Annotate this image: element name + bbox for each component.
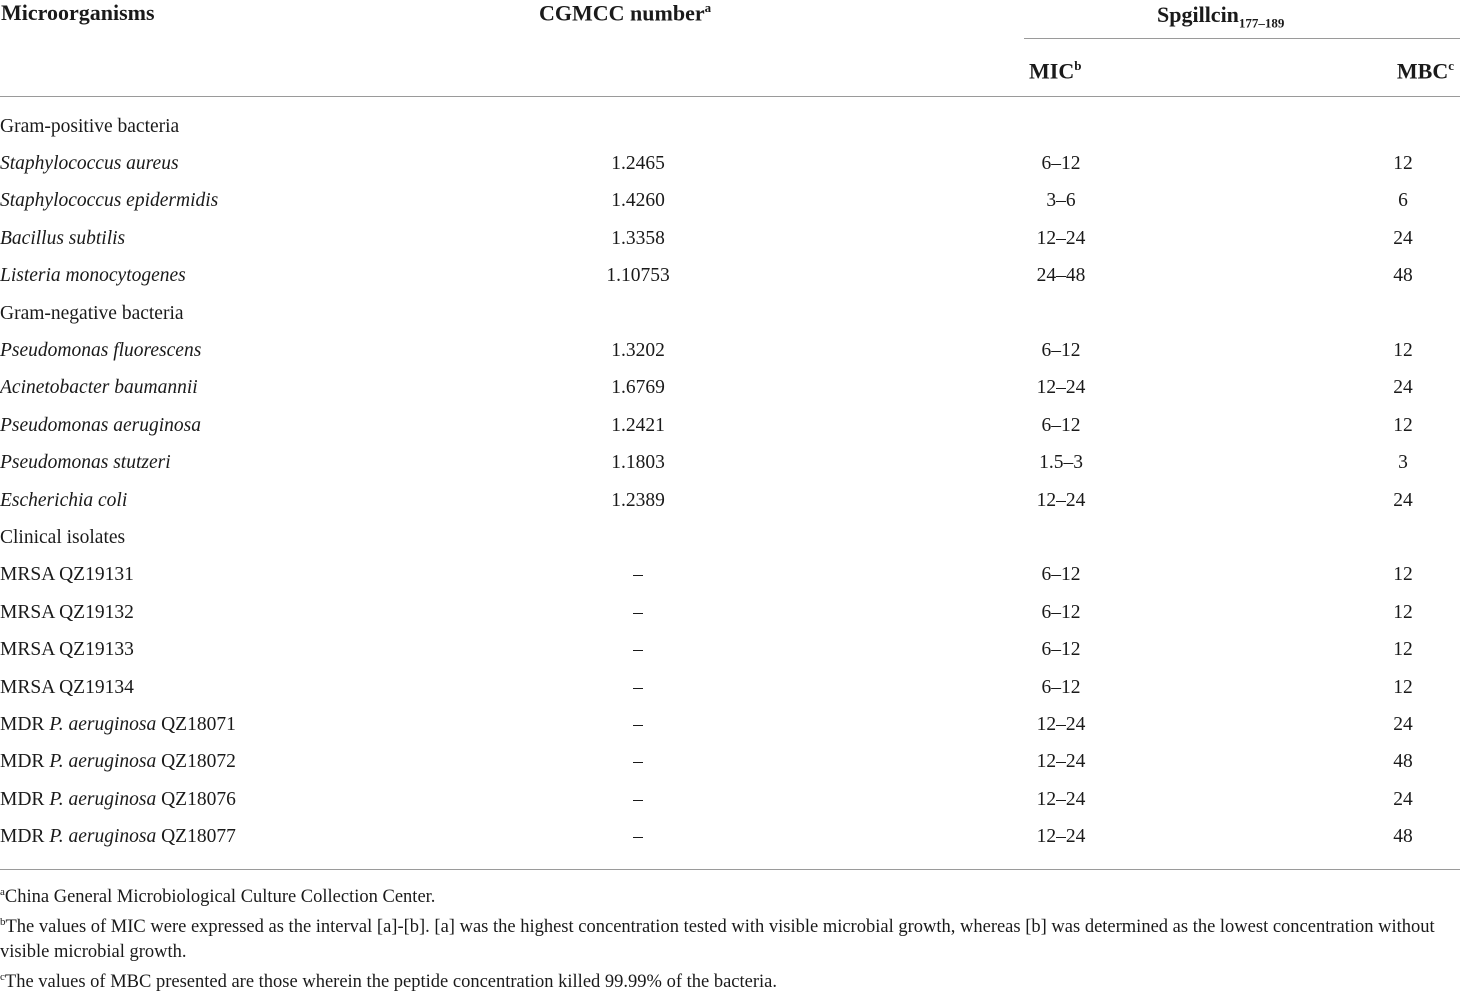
mic-cell: 6–12 [1041, 340, 1081, 362]
cgmcc-cell: 1.3202 [611, 340, 665, 362]
header-spgillcin [1157, 2, 1284, 31]
footnote-mark: c [0, 971, 5, 984]
cgmcc-cell: 1.2421 [611, 414, 665, 436]
microorganism-cell [0, 482, 500, 519]
cgmcc-cell: – [633, 713, 643, 735]
header-spgillcin-sub: 177–189 [1238, 15, 1285, 31]
table-row [0, 669, 1460, 706]
microorganism-cell [0, 445, 500, 482]
microorganism-cell [0, 145, 500, 182]
mic-cell: 12–24 [1036, 788, 1086, 810]
header-cgmcc-label: CGMCC number [539, 0, 705, 26]
header-mic [1029, 58, 1081, 84]
table-bottom-rule [0, 869, 1460, 870]
species-name: Escherichia coli [0, 489, 128, 511]
species-name: Listeria monocytogenes [0, 265, 186, 287]
cgmcc-cell: – [633, 788, 643, 810]
isolate-prefix: MRSA QZ19131 [0, 564, 134, 586]
species-name: Pseudomonas stutzeri [0, 452, 171, 474]
microorganism-cell [0, 557, 500, 594]
microorganism-cell [0, 744, 500, 781]
cgmcc-cell: 1.1803 [611, 452, 665, 474]
mic-cell: 12–24 [1036, 751, 1086, 773]
mbc-cell: 6 [1398, 190, 1408, 212]
mbc-cell: 3 [1398, 452, 1408, 474]
mbc-cell: 12 [1393, 676, 1413, 698]
cgmcc-cell: 1.4260 [611, 190, 665, 212]
mic-cell: 6–12 [1041, 153, 1081, 175]
group-name: Gram-negative bacteria [0, 302, 184, 324]
table-row [0, 594, 1460, 631]
mic-cell: 12–24 [1036, 227, 1086, 249]
footnote-text: The values of MIC were expressed as the interval [a]-[b]. [a] was the highest concentration tested with visible microbial growth, whereas [b] was determined as the lowest concentration without visible microbial growth. [0, 917, 1435, 963]
table-row [0, 781, 1460, 818]
table-row [0, 482, 1460, 519]
microorganism-cell [0, 631, 500, 668]
mic-cell: 24–48 [1036, 265, 1086, 287]
group-row [0, 295, 1460, 332]
header-microorganisms [1, 0, 155, 26]
mic-cell: 6–12 [1041, 601, 1081, 623]
group-row [0, 108, 1460, 145]
mic-cell: 6–12 [1041, 564, 1081, 586]
mbc-cell: 24 [1393, 489, 1413, 511]
isolate-species: P. aeruginosa [49, 713, 157, 735]
mbc-cell: 24 [1393, 713, 1413, 735]
mic-cell [776, 108, 1346, 145]
header-cgmcc-sup: a [704, 0, 712, 15]
mbc-cell: 24 [1393, 377, 1413, 399]
microorganism-cell [0, 407, 500, 444]
mbc-cell: 12 [1393, 639, 1413, 661]
group-label [0, 108, 500, 145]
isolate-id: QZ18077 [156, 826, 236, 848]
table-row [0, 706, 1460, 743]
cgmcc-cell: – [633, 601, 643, 623]
table-row [0, 370, 1460, 407]
header-cgmcc [539, 0, 711, 26]
cgmcc-cell [500, 108, 776, 145]
mbc-cell: 48 [1393, 265, 1413, 287]
mbc-cell: 12 [1393, 564, 1413, 586]
table-row [0, 183, 1460, 220]
header-mbc [1397, 58, 1454, 84]
mic-cell: 12–24 [1036, 713, 1086, 735]
table-row [0, 332, 1460, 369]
mbc-cell: 24 [1393, 788, 1413, 810]
cgmcc-cell: 1.10753 [606, 265, 670, 287]
spgillcin-underline [1024, 38, 1460, 39]
mic-cell: 6–12 [1041, 639, 1081, 661]
isolate-prefix: MRSA QZ19134 [0, 676, 134, 698]
group-row [0, 519, 1460, 556]
isolate-species: P. aeruginosa [49, 788, 157, 810]
header-mbc-sup: c [1448, 58, 1454, 73]
species-name: Bacillus subtilis [0, 227, 126, 249]
table-row [0, 557, 1460, 594]
results-table-body [0, 108, 1460, 856]
group-name: Gram-positive bacteria [0, 115, 180, 137]
microorganism-cell [0, 781, 500, 818]
mic-cell [776, 295, 1346, 332]
cgmcc-cell: – [633, 639, 643, 661]
mic-cell: 12–24 [1036, 489, 1086, 511]
mbc-cell [1346, 108, 1460, 145]
group-label [0, 519, 500, 556]
footnote-c [0, 965, 1460, 995]
footnotes [0, 880, 1460, 995]
microorganism-cell [0, 220, 500, 257]
table-row [0, 631, 1460, 668]
cgmcc-cell: 1.3358 [611, 227, 665, 249]
mic-cell [776, 519, 1346, 556]
cgmcc-cell [500, 295, 776, 332]
table-row [0, 744, 1460, 781]
results-table [0, 108, 1460, 856]
footnote-mark: b [0, 916, 6, 929]
mbc-cell: 24 [1393, 227, 1413, 249]
isolate-prefix: MDR [0, 826, 50, 848]
microorganism-cell [0, 370, 500, 407]
header-microorganisms-label: Microorganisms [1, 0, 155, 25]
group-label [0, 295, 500, 332]
table-row [0, 258, 1460, 295]
cgmcc-cell: 1.2465 [611, 153, 665, 175]
cgmcc-cell: – [633, 564, 643, 586]
table-row [0, 445, 1460, 482]
microorganism-cell [0, 332, 500, 369]
species-name: Pseudomonas aeruginosa [0, 414, 201, 436]
species-name: Staphylococcus epidermidis [0, 190, 219, 212]
isolate-prefix: MRSA QZ19132 [0, 601, 134, 623]
mbc-cell: 48 [1393, 826, 1413, 848]
cgmcc-cell: – [633, 676, 643, 698]
table-row [0, 818, 1460, 855]
microorganism-cell [0, 706, 500, 743]
header-mic-label: MIC [1029, 58, 1075, 84]
microorganism-cell [0, 594, 500, 631]
microorganism-cell [0, 183, 500, 220]
mbc-cell [1346, 295, 1460, 332]
isolate-prefix: MDR [0, 788, 50, 810]
microorganism-cell [0, 818, 500, 855]
mbc-cell [1346, 519, 1460, 556]
group-name: Clinical isolates [0, 526, 126, 548]
footnote-a [0, 880, 1460, 910]
mic-cell: 1.5–3 [1039, 452, 1083, 474]
table-row [0, 220, 1460, 257]
cgmcc-cell: – [633, 751, 643, 773]
isolate-prefix: MRSA QZ19133 [0, 639, 134, 661]
isolate-id: QZ18076 [156, 788, 236, 810]
microorganism-cell [0, 669, 500, 706]
footnote-mark: a [0, 886, 5, 898]
mbc-cell: 12 [1393, 340, 1413, 362]
mic-cell: 12–24 [1036, 377, 1086, 399]
table-row [0, 407, 1460, 444]
isolate-species: P. aeruginosa [49, 826, 157, 848]
species-name: Pseudomonas fluorescens [0, 340, 202, 362]
cgmcc-cell [500, 519, 776, 556]
mic-cell: 12–24 [1036, 826, 1086, 848]
isolate-id: QZ18071 [156, 713, 236, 735]
footnote-text: China General Microbiological Culture Collection Center. [4, 887, 436, 908]
header-mbc-label: MBC [1396, 58, 1449, 84]
isolate-prefix: MDR [0, 713, 50, 735]
cgmcc-cell: – [633, 826, 643, 848]
header-spgillcin-label: Spgillcin [1157, 2, 1239, 27]
cgmcc-cell: 1.6769 [611, 377, 665, 399]
mbc-cell: 12 [1393, 414, 1413, 436]
isolate-species: P. aeruginosa [49, 751, 157, 773]
species-name: Staphylococcus aureus [0, 153, 179, 175]
mic-cell: 6–12 [1041, 676, 1081, 698]
header-bottom-rule [0, 96, 1460, 97]
footnote-b [0, 910, 1460, 965]
mbc-cell: 12 [1393, 601, 1413, 623]
header-mic-sup: b [1074, 58, 1082, 73]
microorganism-cell [0, 258, 500, 295]
isolate-prefix: MDR [0, 751, 50, 773]
isolate-id: QZ18072 [156, 751, 236, 773]
footnote-text: The values of MBC presented are those wherein the peptide concentration killed 99.99% of the bacteria. [4, 972, 777, 993]
table-row [0, 145, 1460, 182]
cgmcc-cell: 1.2389 [611, 489, 665, 511]
mic-cell: 6–12 [1041, 414, 1081, 436]
species-name: Acinetobacter baumannii [0, 377, 198, 399]
mbc-cell: 12 [1393, 153, 1413, 175]
mbc-cell: 48 [1393, 751, 1413, 773]
mic-cell: 3–6 [1046, 190, 1076, 212]
